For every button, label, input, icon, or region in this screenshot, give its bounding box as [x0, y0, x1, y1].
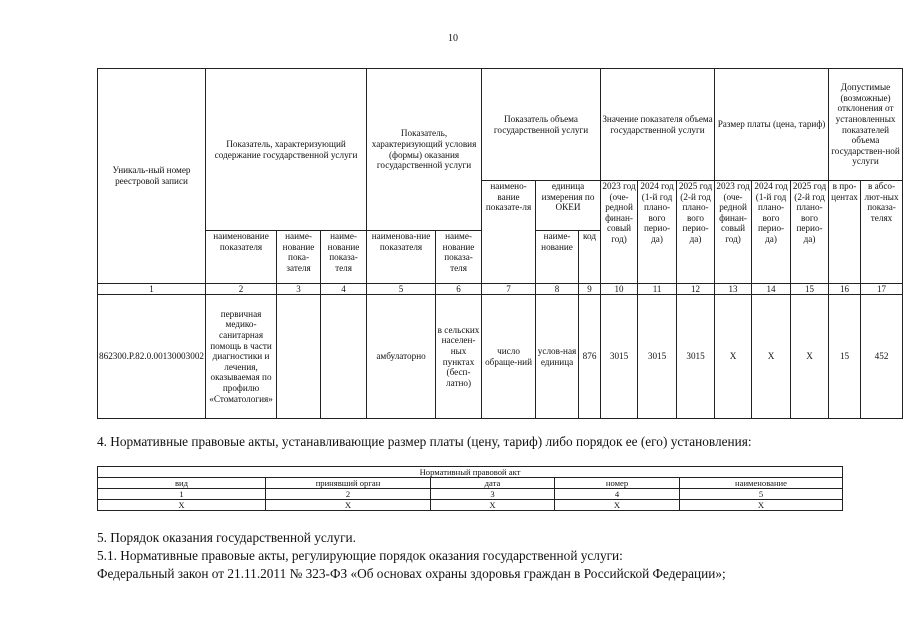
table-row [98, 295, 903, 419]
cell-volume-2025: 3015 [677, 295, 715, 419]
header-content-name-3: наиме-нование показа-теля [321, 231, 367, 284]
cell-condition-2: в сельских населен-ных пунктах (бесп-латно) [436, 295, 482, 419]
column-number-row [98, 284, 903, 295]
section-5-heading: 5. Порядок оказания государственной услуги. [97, 530, 356, 545]
col-number: 7 [482, 284, 536, 295]
acts-cell: Х [680, 500, 843, 511]
col-number: 10 [601, 284, 638, 295]
acts-col-number: 1 [98, 489, 266, 500]
header-fee-amount: Размер платы (цена, тариф) [715, 69, 829, 181]
section-5-1-heading: 5.1. Нормативные правовые акты, регулирующие порядок оказания государственной услуги: [97, 548, 623, 563]
col-number: 15 [791, 284, 829, 295]
header-volume-2025: 2025 год (2-й год плано-вого перио-да) [677, 181, 715, 284]
col-number: 14 [752, 284, 791, 295]
acts-header: номер [555, 478, 680, 489]
acts-col-number: 3 [431, 489, 555, 500]
service-volume-table [97, 68, 903, 419]
header-dev-percent: в про-центах [829, 181, 861, 284]
acts-header: дата [431, 478, 555, 489]
law-reference: Федеральный закон от 21.11.2011 № 323-ФЗ «Об основах охраны здоровья граждан в Российской Федерации»; [97, 566, 726, 581]
col-number: 3 [277, 284, 321, 295]
table-row [98, 500, 843, 511]
col-number: 1 [98, 284, 206, 295]
acts-header-row [98, 478, 843, 489]
acts-header: наименование [680, 478, 843, 489]
acts-number-row [98, 489, 843, 500]
header-fee-2023: 2023 год (оче-редной финан-совый год) [715, 181, 752, 284]
col-number: 5 [367, 284, 436, 295]
header-registry-number: Уникаль-ный номер реестровой записи [98, 69, 206, 284]
col-number: 17 [861, 284, 903, 295]
cell-fee-2025: Х [791, 295, 829, 419]
header-volume-indicator: Показатель объема государственной услуги [482, 69, 601, 181]
cell-condition-1: амбулаторно [367, 295, 436, 419]
cell-volume-name: число обраще-ний [482, 295, 536, 419]
acts-cell: Х [555, 500, 680, 511]
col-number: 9 [579, 284, 601, 295]
cell-fee-2023: Х [715, 295, 752, 419]
col-number: 6 [436, 284, 482, 295]
legal-acts-table [97, 466, 843, 511]
col-number: 12 [677, 284, 715, 295]
cell-dev-percent: 15 [829, 295, 861, 419]
cell-dev-absolute: 452 [861, 295, 903, 419]
col-number: 2 [206, 284, 277, 295]
header-content-name-2: наиме-нование пока-зателя [277, 231, 321, 284]
acts-col-number: 5 [680, 489, 843, 500]
header-unit-okei: единица измерения по ОКЕИ [536, 181, 601, 231]
header-conditions-indicator: Показатель, характеризующий условия (формы) оказания государственной услуги [367, 69, 482, 231]
acts-cell: Х [431, 500, 555, 511]
section-4-heading: 4. Нормативные правовые акты, устанавливающие размер платы (цену, тариф) либо порядок ее (его) установления: [97, 434, 752, 449]
cell-volume-2023: 3015 [601, 295, 638, 419]
col-number: 8 [536, 284, 579, 295]
acts-cell: Х [98, 500, 266, 511]
col-number: 16 [829, 284, 861, 295]
col-number: 4 [321, 284, 367, 295]
acts-col-number: 2 [266, 489, 431, 500]
acts-header: принявший орган [266, 478, 431, 489]
header-volume-value: Значение показателя объема государственной услуги [601, 69, 715, 181]
col-number: 11 [638, 284, 677, 295]
acts-header: вид [98, 478, 266, 489]
header-deviations: Допустимые (возможные) отклонения от установленных показателей объема государствен-ной услуги [829, 69, 903, 181]
header-cond-name-1: наименова-ние показателя [367, 231, 436, 284]
acts-cell: Х [266, 500, 431, 511]
header-unit-code: код [579, 231, 601, 284]
acts-table-title: Нормативный правовой акт [98, 467, 843, 478]
header-content-name-1: наименование показателя [206, 231, 277, 284]
header-cond-name-2: наиме-нование показа-теля [436, 231, 482, 284]
cell-registry-number: 862300.Р.82.0.00130003002 [98, 295, 206, 419]
cell-content-2 [277, 295, 321, 419]
cell-unit-code: 876 [579, 295, 601, 419]
header-dev-absolute: в абсо-лют-ных показа-телях [861, 181, 903, 284]
col-number: 13 [715, 284, 752, 295]
header-fee-2025: 2025 год (2-й год плано-вого перио-да) [791, 181, 829, 284]
header-volume-2023: 2023 год (оче-редной финан-совый год) [601, 181, 638, 284]
acts-col-number: 4 [555, 489, 680, 500]
cell-volume-2024: 3015 [638, 295, 677, 419]
cell-unit-name: услов-ная единица [536, 295, 579, 419]
header-content-indicator: Показатель, характеризующий содержание государственной услуги [206, 69, 367, 231]
cell-content-3 [321, 295, 367, 419]
cell-content-1: первичная медико-санитарная помощь в части диагностики и лечения, оказываемая по профилю «Стоматология» [206, 295, 277, 419]
header-fee-2024: 2024 год (1-й год плано-вого перио-да) [752, 181, 791, 284]
cell-fee-2024: Х [752, 295, 791, 419]
header-unit-name: наиме-нование [536, 231, 579, 284]
header-volume-name: наимено-вание показате-ля [482, 181, 536, 284]
page-number: 10 [448, 33, 458, 44]
header-volume-2024: 2024 год (1-й год плано-вого перио-да) [638, 181, 677, 284]
